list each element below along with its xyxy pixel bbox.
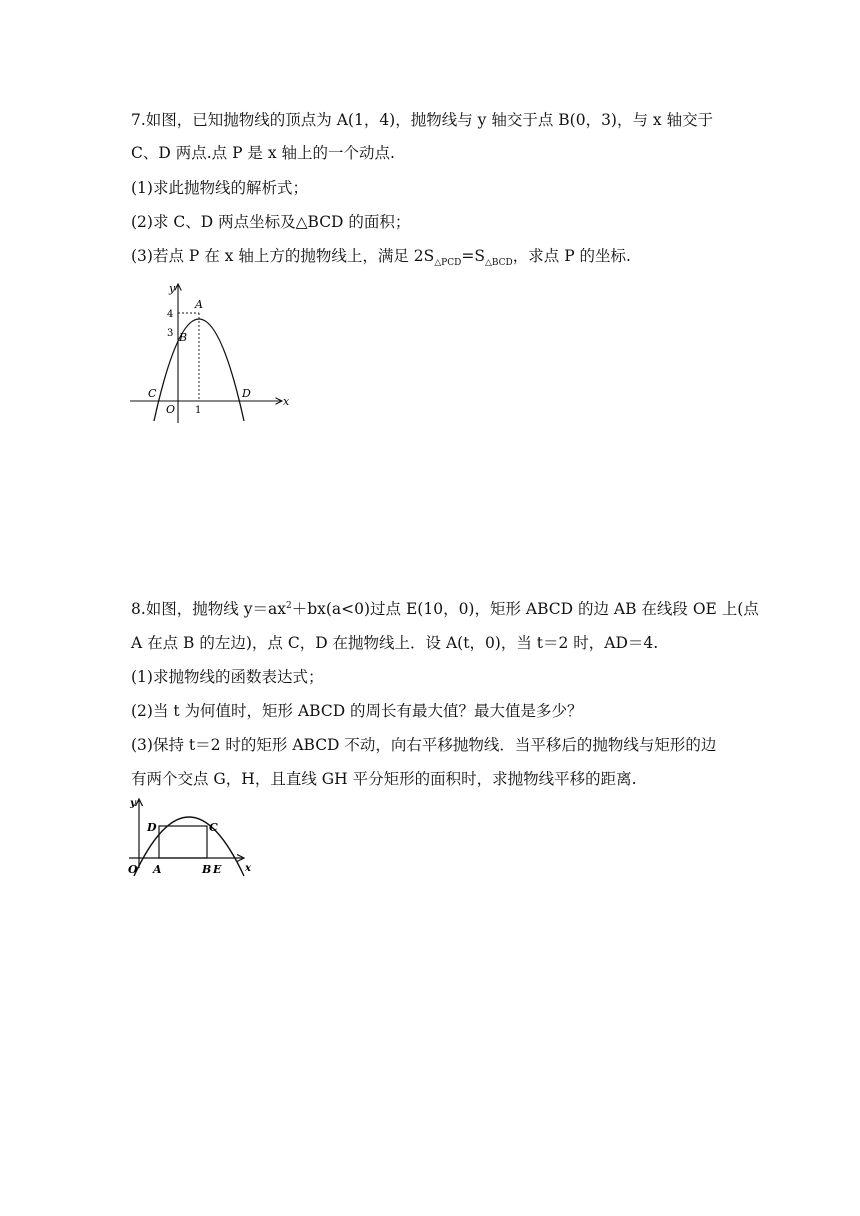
q7-part1: (1)求此抛物线的解析式； (131, 179, 308, 197)
q7-label-x: x (283, 395, 290, 408)
q7-tick-4: 4 (167, 309, 174, 320)
q8-stem1-pre: 8.如图，抛物线 y＝ax (131, 600, 286, 618)
q7-label-C: C (148, 387, 157, 400)
q7-part3-pre: (3)若点 P 在 x 轴上方的抛物线上，满足 2S (131, 247, 435, 265)
q8-part3-line1: (3)保持 t＝2 时的矩形 ABCD 不动，向右平移抛物线．当平移后的抛物线与矩形的边 (131, 736, 717, 754)
q8-label-y: y (130, 798, 136, 809)
q7-stem-line2: C、D 两点.点 P 是 x 轴上的一个动点. (131, 144, 395, 162)
q7-part3 (131, 246, 631, 269)
q7-part3-sub2: △BCD (484, 258, 513, 269)
q7-label-y: y (169, 282, 176, 295)
q8-label-A: A (153, 863, 162, 876)
q7-label-O: O (166, 403, 176, 416)
q8-rectangle-abcd (159, 826, 207, 858)
q7-part3-mid: =S (461, 247, 485, 265)
q7-label-D: D (242, 387, 251, 400)
q7-tick-1: 1 (195, 405, 202, 416)
q8-label-O: O (128, 863, 138, 876)
q7-part2: (2)求 C、D 两点坐标及△BCD 的面积； (131, 213, 411, 231)
q8-part3-line2: 有两个交点 G，H，且直线 GH 平分矩形的面积时，求抛物线平移的距离. (131, 770, 637, 788)
q7-figure (126, 278, 301, 428)
q7-part3-post: ，求点 P 的坐标. (512, 247, 631, 265)
q8-part2: (2)当 t 为何值时，矩形 ABCD 的周长有最大值？最大值是多少？ (131, 702, 583, 720)
q8-label-E: E (213, 863, 222, 876)
q8-stem-line1 (131, 599, 759, 619)
q8-part1: (1)求抛物线的函数表达式； (131, 668, 324, 686)
q8-label-D: D (147, 821, 157, 834)
q8-label-x: x (245, 863, 251, 874)
q8-stem1-post: ＋bx(a<0)过点 E(10，0)，矩形 ABCD 的边 AB 在线段 OE 上(点 (291, 600, 759, 618)
q7-stem-line1: 7.如图，已知抛物线的顶点为 A(1，4)，抛物线与 y 轴交于点 B(0，3)，与 x 轴交于 (131, 111, 714, 129)
q7-label-A: A (195, 298, 203, 311)
q8-label-B: B (202, 863, 212, 876)
q8-figure (124, 796, 259, 880)
q8-stem1-sup: 2 (285, 600, 292, 611)
q8-stem-line2: A 在点 B 的左边)，点 C，D 在抛物线上．设 A(t，0)，当 t＝2 时，AD＝4. (131, 634, 659, 652)
q7-tick-3: 3 (167, 328, 174, 339)
q7-part3-sub1: △PCD (434, 258, 462, 269)
q8-label-C: C (209, 821, 218, 834)
q7-label-B: B (179, 331, 188, 344)
